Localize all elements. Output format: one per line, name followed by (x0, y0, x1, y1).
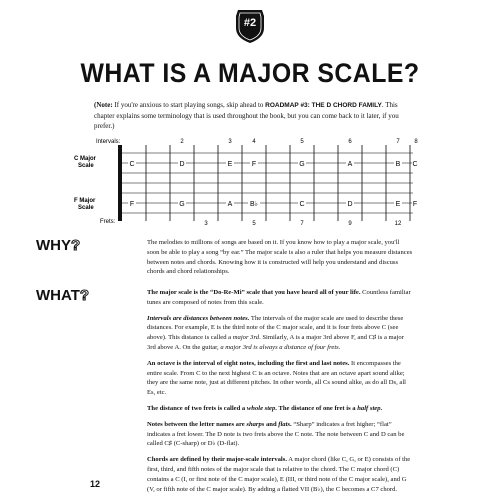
p5-e: . (290, 420, 292, 428)
f-note-7: E (395, 201, 401, 208)
badge-text: #2 (243, 17, 257, 29)
p4-a: The distance of two frets is called a (147, 404, 247, 412)
p6-bold: Chords are defined by their major-scale intervals. (147, 456, 287, 464)
intro-note (94, 100, 410, 131)
p5-c: and (264, 420, 279, 428)
p3-bold: An octave is the interval of eight notes, including the first and last notes. (147, 359, 350, 367)
p3-rest: It encompasses the entire scale. From C to the next highest C is an octave. Notes that are an octave apart sound alike; they are the same note, just at different pitches. In other words, all Cs sound alike, as do all Ds, all Es, etc. (147, 359, 406, 397)
p2-italic-2: a major 3rd is always a distance of four frets. (220, 343, 341, 351)
what-heading (36, 287, 89, 304)
why-heading-word: WHY (36, 237, 71, 254)
what-paragraph-1 (147, 288, 413, 308)
fret-numbers (204, 221, 402, 227)
what-paragraph-4 (147, 404, 413, 414)
p5-a: Notes between the letter names are (147, 420, 247, 428)
c-note-8: C (412, 161, 418, 168)
note-text-2: . This chapter explains some terminology that is used throughout the book, but you can come back to it later, if you prefer.) (94, 101, 399, 130)
p2-italic-1: major 3rd (232, 334, 260, 342)
fretboard-svg (74, 135, 418, 227)
p1-bold: The major scale is the “Do-Re-Mi” scale that you have heard all of your life. (147, 289, 361, 296)
guitar-strings (122, 153, 413, 213)
f-note-6: D (347, 201, 353, 208)
c-note-3: E (227, 161, 233, 168)
what-paragraph-3 (147, 359, 413, 398)
p5-rest: “Sharp” indicates a fret higher; “flat” indicates a fret lower. The D note is two frets above the C note. The note between C and D can be called C♯ (C-sharp) or D♭ (D-flat). (147, 420, 405, 448)
p4-e: . (380, 404, 383, 412)
interval-7: 7 (396, 139, 400, 145)
interval-2: 2 (180, 139, 184, 145)
c-note-6: A (347, 161, 353, 168)
p5-d: flats (278, 420, 291, 428)
what-heading-word: WHAT (36, 287, 80, 304)
intervals-label: Intervals: (96, 139, 121, 145)
f-scale-label-2: Scale (78, 205, 94, 211)
interval-4: 4 (252, 139, 256, 145)
page-number: 12 (90, 479, 101, 489)
fret-12: 12 (394, 221, 402, 227)
what-paragraph-2 (147, 314, 413, 353)
what-paragraph-6 (147, 455, 413, 494)
c-major-notes (128, 159, 418, 168)
c-note-2: D (179, 161, 185, 168)
fret-7: 7 (300, 221, 304, 227)
p2-text-2: . Similarly, A is a major 3rd above F, and C♯ is a major 3rd above A. On the guitar, (147, 334, 404, 351)
fret-9: 9 (348, 221, 352, 227)
interval-6: 6 (348, 139, 352, 145)
why-heading (36, 237, 80, 254)
what-question-mark: ? (79, 287, 90, 304)
what-paragraph-5 (147, 420, 413, 449)
interval-3: 3 (228, 139, 232, 145)
roadmap-reference: ROADMAP #3: THE D CHORD FAMILY (265, 102, 382, 109)
c-note-1: C (129, 161, 135, 168)
f-note-1: F (129, 201, 135, 208)
interval-numbers (180, 139, 418, 145)
p4-c: . The distance of one fret is a (275, 404, 358, 412)
c-note-7: B (395, 161, 401, 168)
fret-3: 3 (204, 221, 208, 227)
interval-8: 8 (414, 139, 418, 145)
fretboard-nut (118, 145, 122, 221)
page-title: WHAT IS A MAJOR SCALE? (80, 58, 420, 88)
roadmap-badge (234, 8, 266, 44)
what-body (147, 288, 413, 500)
p5-b: sharps (246, 420, 265, 428)
p6-rest: A major chord (like C, G, or E) consists of the first, third, and fifth notes of the major scale that is relative to the chord. The C major chord (C) contains a C (I, or first note of the C major scale), E (III, or third note of the C major scale), and G (V, or fifth note of the C major scale). By adding a flatted VII (B♭), the C becomes a C7 chord. (147, 456, 411, 493)
p4-d: half step (357, 404, 381, 412)
f-note-8: F (412, 201, 418, 208)
f-major-notes (128, 199, 418, 208)
f-note-2: G (179, 201, 185, 208)
why-text: The melodies to millions of songs are based on it. If you know how to play a major scale, you'll soon be able to play a song “by ear.” The major scale is also a ruler that helps you measure distances between notes and chords. Knowing how it is constructed will help you understand and discuss chords and chord relationships. (147, 239, 413, 276)
interval-5: 5 (300, 139, 304, 145)
f-scale-label-1: F Major (74, 198, 96, 204)
p1-rest: Countless familiar tunes are composed of notes from this scale. (147, 289, 411, 306)
f-note-3: A (227, 201, 233, 208)
c-scale-label-2: Scale (78, 163, 94, 169)
p4-b: whole step (246, 404, 276, 412)
frets-label: Frets: (100, 219, 116, 225)
c-scale-label-1: C Major (74, 156, 97, 162)
p2-text-1: The intervals of the major scale are used to describe these distances. For example, E is the third note of the C major scale, and it is four frets above C (see above). This distance is called a (147, 314, 404, 342)
fretboard-diagram (74, 135, 418, 227)
c-note-5: G (299, 161, 305, 168)
fret-5: 5 (252, 221, 256, 227)
p2-lead: Intervals are distances between notes. (147, 314, 250, 322)
f-note-5: C (299, 201, 305, 208)
c-note-4: F (251, 161, 257, 168)
why-question-mark: ? (71, 237, 81, 254)
f-note-4: B♭ (250, 201, 258, 208)
note-text-1: If you're anxious to start playing songs, skip ahead to (112, 101, 266, 109)
note-lead: (Note: (94, 101, 113, 109)
